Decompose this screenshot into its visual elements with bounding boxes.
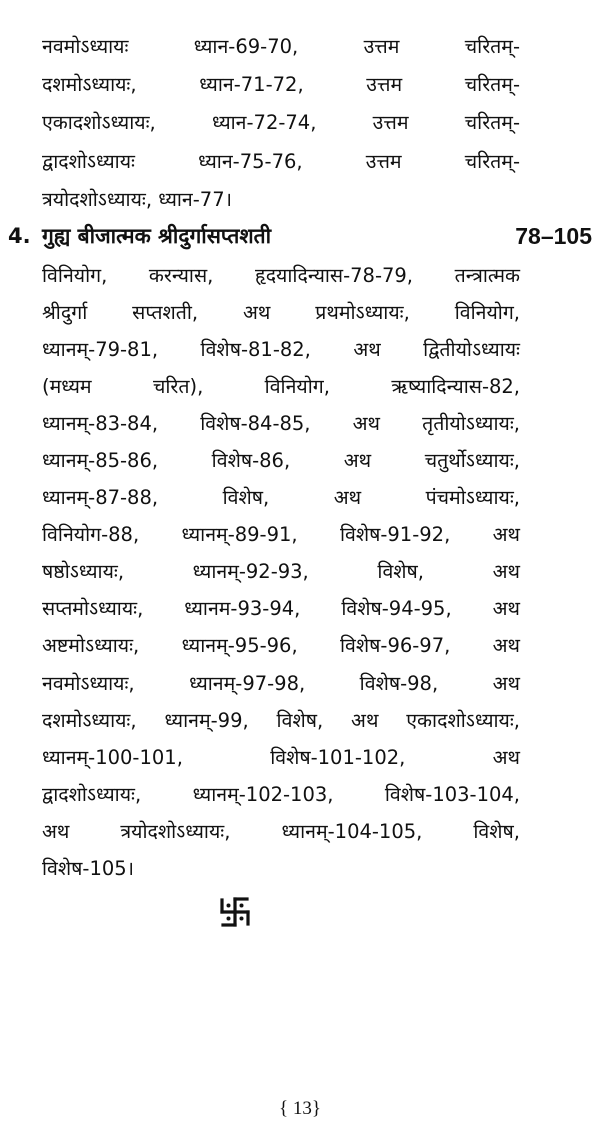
intro-line: दशमोऽध्यायः, ध्यान-71-72, उत्तम चरितम्- [42, 73, 520, 97]
contents-line: ध्यानम्-100-101, विशेष-101-102, अथ [42, 745, 520, 769]
contents-line: ध्यानम्-83-84, विशेष-84-85, अथ तृतीयोऽध्यायः, [42, 412, 520, 436]
section-number: 4. [8, 224, 31, 248]
contents-line: श्रीदुर्गा सप्तशती, अथ प्रथमोऽध्यायः, विनियोग, [42, 301, 520, 325]
page-number: { 13} [279, 1098, 321, 1119]
contents-line: विनियोग-88, ध्यानम्-89-91, विशेष-91-92, अथ [42, 523, 520, 547]
intro-line: द्वादशोऽध्यायः ध्यान-75-76, उत्तम चरितम्- [42, 149, 520, 173]
contents-line: (मध्यम चरित), विनियोग, ऋष्यादिन्यास-82, [42, 375, 520, 399]
contents-line: षष्ठोऽध्यायः, ध्यानम्-92-93, विशेष, अथ [42, 560, 520, 584]
intro-line: त्रयोदशोऽध्यायः, ध्यान-77। [42, 187, 232, 211]
contents-line: सप्तमोऽध्यायः, ध्यानम-93-94, विशेष-94-95, अथ [42, 597, 520, 621]
contents-line: अथ त्रयोदशोऽध्यायः, ध्यानम्-104-105, विशेष, [42, 819, 520, 843]
contents-line: नवमोऽध्यायः, ध्यानम्-97-98, विशेष-98, अथ [42, 671, 520, 695]
contents-line: अष्टमोऽध्यायः, ध्यानम्-95-96, विशेष-96-97, अथ [42, 634, 520, 658]
section-title: गुह्य बीजात्मक श्रीदुर्गासप्तशती [42, 224, 272, 248]
contents-line: द्वादशोऽध्यायः, ध्यानम्-102-103, विशेष-103-104, [42, 782, 520, 806]
section-page-range: 78–105 [515, 223, 592, 249]
contents-line: ध्यानम्-87-88, विशेष, अथ पंचमोऽध्यायः, [42, 486, 520, 510]
swastika-icon [218, 895, 252, 929]
intro-line: नवमोऽध्यायः ध्यान-69-70, उत्तम चरितम्- [42, 35, 520, 58]
contents-line: दशमोऽध्यायः, ध्यानम्-99, विशेष, अथ एकादशोऽध्यायः, [42, 708, 520, 732]
section-heading [8, 218, 592, 254]
contents-line: विशेष-105। [42, 856, 135, 880]
contents-line: विनियोग, करन्यास, हृदयादिन्यास-78-79, तन्त्रात्मक [42, 264, 520, 287]
section-contents [42, 257, 520, 887]
intro-entries [42, 28, 520, 219]
contents-line: ध्यानम्-85-86, विशेष-86, अथ चतुर्थोऽध्यायः, [42, 449, 520, 473]
intro-line: एकादशोऽध्यायः, ध्यान-72-74, उत्तम चरितम्- [42, 111, 520, 135]
contents-line: ध्यानम्-79-81, विशेष-81-82, अथ द्वितीयोऽध्यायः [42, 338, 520, 362]
